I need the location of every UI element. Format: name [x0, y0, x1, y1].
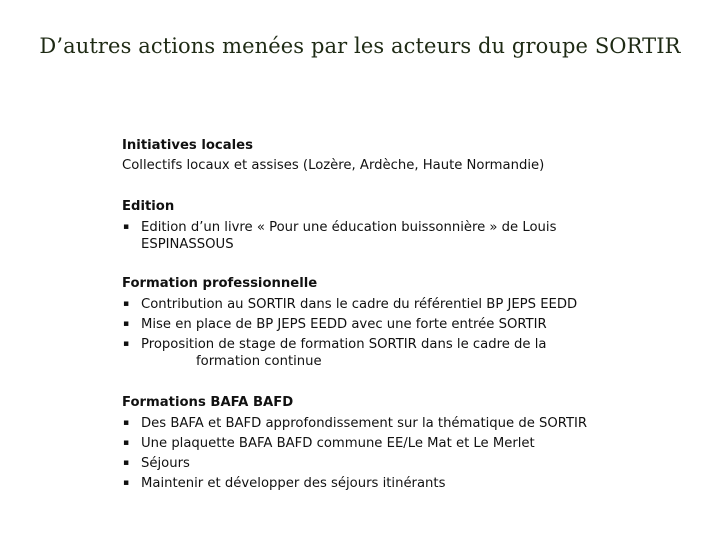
square-bullet-icon: ▪: [123, 319, 130, 329]
list-item-text: Maintenir et développer des séjours itinérants: [141, 475, 446, 491]
list-item-text: Edition d’un livre « Pour une éducation buissonnière » de Louis: [141, 219, 557, 235]
list-item-text: Séjours: [141, 455, 190, 471]
list-item: [122, 294, 692, 314]
list-item: [122, 433, 692, 453]
slide-content: [122, 136, 692, 493]
section-formations-bafa-bafd: [122, 393, 692, 493]
list-item: [122, 453, 692, 473]
section-initiatives-locales: [122, 136, 692, 176]
square-bullet-icon: ▪: [123, 339, 130, 349]
section-formation-professionnelle: [122, 274, 692, 371]
list-item: [122, 314, 692, 334]
list-item-text: Des BAFA et BAFD approfondissement sur la thématique de SORTIR: [141, 415, 588, 431]
square-bullet-icon: ▪: [123, 458, 130, 468]
list-item-continuation: formation continue: [196, 353, 322, 369]
list-item-text: Proposition de stage de formation SORTIR dans le cadre de la: [141, 336, 547, 352]
list-item: [122, 473, 692, 493]
square-bullet-icon: ▪: [123, 418, 130, 428]
section-edition: [122, 197, 692, 254]
section-heading: Initiatives locales: [122, 138, 253, 153]
list-item-text: Contribution au SORTIR dans le cadre du référentiel BP JEPS EEDD: [141, 296, 578, 312]
square-bullet-icon: ▪: [123, 478, 130, 488]
list-item: [122, 334, 692, 371]
slide-title: D’autres actions menées par les acteurs du groupe SORTIR: [39, 34, 681, 58]
list-item: [122, 413, 692, 433]
list-item-text: Mise en place de BP JEPS EEDD avec une forte entrée SORTIR: [141, 316, 547, 332]
list-item-text: Une plaquette BAFA BAFD commune EE/Le Mat et Le Merlet: [141, 435, 535, 451]
square-bullet-icon: ▪: [123, 438, 130, 448]
section-heading: Formation professionnelle: [122, 276, 318, 291]
square-bullet-icon: ▪: [123, 299, 130, 309]
square-bullet-icon: ▪: [123, 222, 130, 232]
list-item-continuation: ESPINASSOUS: [141, 236, 234, 252]
section-heading: Edition: [122, 199, 175, 214]
section-heading: Formations BAFA BAFD: [122, 395, 294, 410]
section-text: Collectifs locaux et assises (Lozère, Ardèche, Haute Normandie): [122, 158, 545, 173]
list-item: [122, 217, 692, 254]
